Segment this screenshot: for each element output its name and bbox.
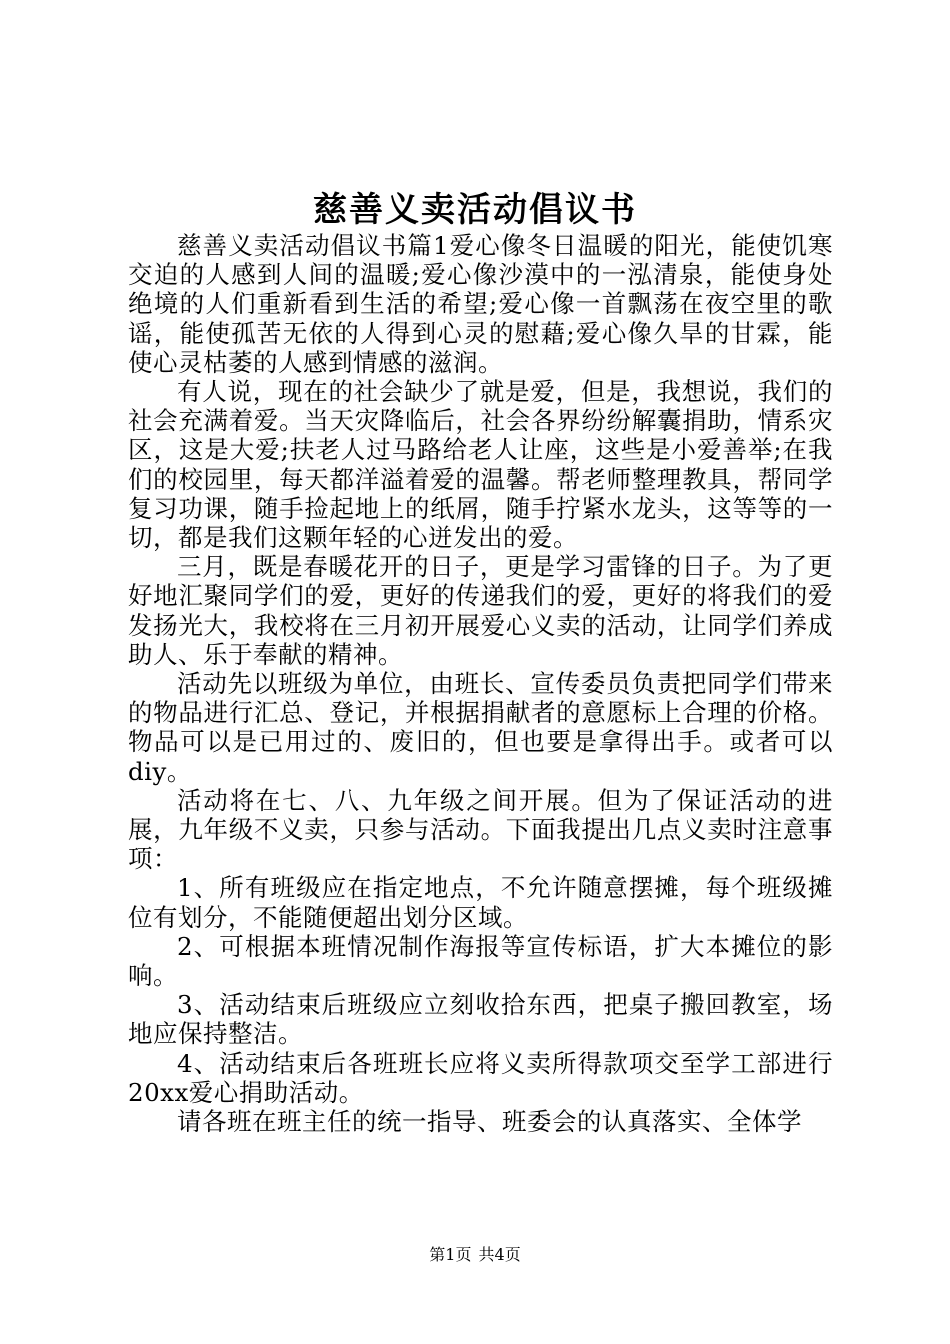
paragraph-closing: 请各班在班主任的统一指导、班委会的认真落实、全体学 [177, 1107, 802, 1137]
page-footer: 第1页 共4页 [429, 1245, 521, 1264]
list-item-4: 4、活动结束后各班班长应将义卖所得款项交至学工部进行20xx爱心捐助活动。 [128, 1048, 833, 1107]
paragraph-grades: 活动将在七、八、九年级之间开展。但为了保证活动的进展，九年级不义卖，只参与活动。下面我提出几点义卖时注意事项： [128, 785, 833, 874]
paragraph-march-activity: 三月，既是春暖花开的日子，更是学习雷锋的日子。为了更好地汇聚同学们的爱，更好的传递我们的爱，更好的将我们的爱发扬光大，我校将在三月初开展爱心义卖的活动，让同学们养成助人、乐于奉献的精神。 [128, 552, 833, 669]
list-item-1: 1、所有班级应在指定地点，不允许随意摆摊，每个班级摊位有划分，不能随便超出划分区域。 [128, 873, 833, 932]
document-title: 慈善义卖活动倡议书 [313, 190, 637, 230]
list-item-2: 2、可根据本班情况制作海报等宣传标语，扩大本摊位的影响。 [128, 931, 833, 991]
list-item-3: 3、活动结束后班级应立刻收拾东西，把桌子搬回教室，场地应保持整洁。 [128, 990, 833, 1049]
document-body [128, 231, 833, 1136]
paragraph-love-in-society: 有人说，现在的社会缺少了就是爱，但是，我想说，我们的社会充满着爱。当天灾降临后，社会各界纷纷解囊捐助，情系灾区，这是大爱;扶老人过马路给老人让座，这些是小爱善举;在我们的校园里，每天都洋溢着爱的温馨。帮老师整理教具，帮同学复习功课，随手捡起地上的纸屑，随手拧紧水龙头，这等等的一切，都是我们这颗年轻的心迸发出的爱。 [128, 377, 833, 553]
paragraph-class-unit: 活动先以班级为单位，由班长、宣传委员负责把同学们带来的物品进行汇总、登记，并根据捐献者的意愿标上合理的价格。物品可以是已用过的、废旧的，但也要是拿得出手。或者可以diy。 [128, 669, 833, 786]
paragraph-intro: 慈善义卖活动倡议书篇1爱心像冬日温暖的阳光，能使饥寒交迫的人感到人间的温暖;爱心像沙漠中的一泓清泉，能使身处绝境的人们重新看到生活的希望;爱心像一首飘荡在夜空里的歌谣，能使孤苦无依的人得到心灵的慰藉;爱心像久旱的甘霖，能使心灵枯萎的人感到情感的滋润。 [128, 231, 833, 377]
